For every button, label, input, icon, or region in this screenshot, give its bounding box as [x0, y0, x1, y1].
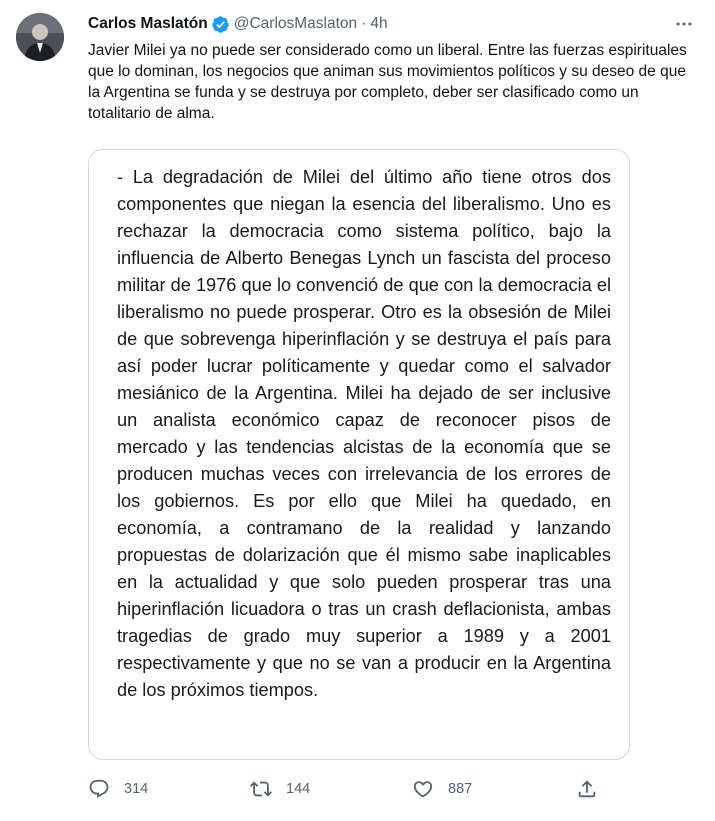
- like-count: 887: [448, 781, 473, 797]
- media-image[interactable]: [88, 149, 630, 760]
- media-text: - La degradación de Milei del último año tiene otros dos componentes que niegan la esencia del liberalismo. Uno es rechazar la democracia como sistema político, bajo la influencia de Alberto Benegas Lynch un fascista del proceso militar de 1976 que lo convenció de que con la democracia el liberalismo no puede prosperar. Otro es la obsesión de Milei de que sobrevenga hiperinflación y se destruya el país para así poder lucrar políticamente y quedar como el salvador mesiánico de la Argentina. Milei ha dejado de ser inclusive un analista económico capaz de reconocer pisos de mercado y las tendencias alcistas de la economía que se producen muchas veces con irrelevancia de los errores de los gobiernos. Es por ello que Milei ha quedado, en economía, a contramano de la realidad y lanzando propuestas de dolarización que él mismo sabe inaplicables en la actualidad y que solo pueden prosperar tras una hiperinflación licuadora o tras un crash deflacionista, ambas tragedias de grado muy superior a 1989 y a 2001 respectivamente y que no se van a producir en la Argentina de los próximos tiempos.: [117, 167, 611, 700]
- tweet-header: [88, 13, 655, 35]
- more-options-icon[interactable]: [673, 13, 695, 35]
- share-icon: [576, 778, 598, 800]
- reply-button[interactable]: [88, 776, 148, 802]
- retweet-icon: [250, 778, 272, 800]
- tweet-text: Javier Milei ya no puede ser considerado como un liberal. Entre las fuerzas espirituales que lo dominan, los negocios que animan sus movimientos políticos y su deseo de que la Argentina se funda y se destruya por completo, deber ser clasificado como un totalitario de alma.: [88, 42, 687, 122]
- timestamp[interactable]: 4h: [370, 15, 388, 32]
- reply-icon: [88, 778, 110, 800]
- reply-count: 314: [124, 781, 149, 797]
- retweet-count: 144: [286, 781, 311, 797]
- retweet-button[interactable]: [250, 776, 310, 802]
- action-bar: [88, 776, 628, 802]
- verified-badge-icon: [211, 15, 230, 34]
- avatar[interactable]: [16, 13, 64, 61]
- display-name[interactable]: Carlos Maslatón: [88, 15, 208, 32]
- like-icon: [412, 778, 434, 800]
- like-button[interactable]: [412, 776, 472, 802]
- handle[interactable]: @CarlosMaslaton: [233, 15, 358, 32]
- separator-dot: ·: [361, 15, 367, 32]
- avatar-photo: [16, 13, 64, 61]
- share-button[interactable]: [576, 776, 598, 802]
